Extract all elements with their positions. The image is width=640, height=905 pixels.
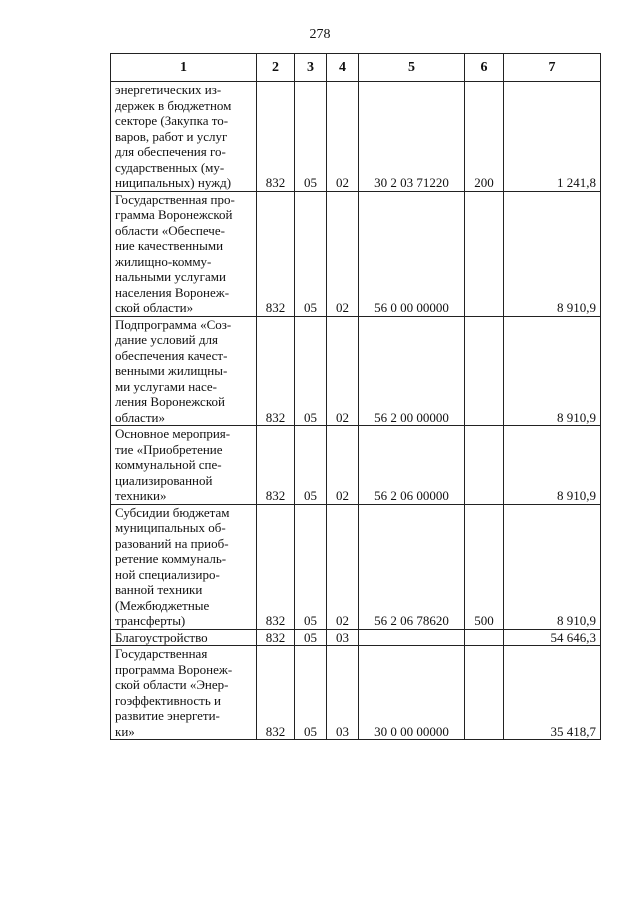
- row-name-line: жилищно-комму-: [115, 253, 212, 269]
- code-target-cell: 56 2 00 00000: [359, 316, 465, 426]
- row-name-line: муниципальных об-: [115, 520, 226, 535]
- code-target-cell: 30 0 00 00000: [359, 646, 465, 740]
- amount-cell: 8 910,9: [504, 504, 601, 629]
- row-name-line: ниципальных) нужд): [115, 175, 232, 190]
- code-admin-cell: 832: [257, 82, 295, 192]
- code-admin-cell: 832: [257, 426, 295, 505]
- row-name-line: циализированной: [115, 472, 213, 488]
- code-expense-type-cell: [465, 426, 504, 505]
- code-expense-type-cell: [465, 629, 504, 646]
- row-name-line: обеспечения качест-: [115, 347, 228, 363]
- row-name-line: нальными услугами: [115, 269, 226, 284]
- code-section-cell: 05: [295, 629, 327, 646]
- row-name-line: грамма Воронежской: [115, 207, 233, 222]
- code-target-cell: 56 0 00 00000: [359, 191, 465, 316]
- code-section-cell: 05: [295, 191, 327, 316]
- code-admin-cell: 832: [257, 316, 295, 426]
- table-row: [111, 82, 601, 192]
- code-target-cell: 56 2 06 78620: [359, 504, 465, 629]
- row-name-line: ванной техники: [115, 582, 203, 597]
- code-expense-type-cell: [465, 316, 504, 426]
- row-name-line: Благоустройство: [115, 629, 208, 645]
- code-subsection-cell: 02: [327, 504, 359, 629]
- table-row: [111, 629, 601, 646]
- code-admin-cell: 832: [257, 504, 295, 629]
- header-col-1: 1: [111, 54, 257, 82]
- row-name-line: Государственная: [115, 646, 208, 661]
- row-name-cell: [111, 504, 257, 629]
- row-name-line: (Межбюджетные: [115, 597, 210, 613]
- row-name-line: ки»: [115, 723, 135, 739]
- code-admin-cell: 832: [257, 629, 295, 646]
- row-name-line: ской области»: [115, 300, 194, 315]
- header-row: [111, 54, 601, 82]
- row-name-line: гоэффективность и: [115, 692, 221, 708]
- header-col-2: 2: [257, 54, 295, 82]
- table-row: [111, 426, 601, 505]
- row-name-line: варов, работ и услуг: [115, 128, 228, 144]
- row-name-line: сударственных (му-: [115, 159, 225, 175]
- amount-cell: 8 910,9: [504, 426, 601, 505]
- row-name-line: энергетических из-: [115, 82, 222, 97]
- row-name-line: держек в бюджетном: [115, 97, 232, 113]
- table-row: [111, 316, 601, 426]
- row-name-cell: [111, 426, 257, 505]
- code-expense-type-cell: [465, 646, 504, 740]
- code-section-cell: 05: [295, 82, 327, 192]
- code-expense-type-cell: 200: [465, 82, 504, 192]
- code-subsection-cell: 02: [327, 426, 359, 505]
- row-name-line: ми услугами насе-: [115, 378, 217, 394]
- row-name-line: разований на приоб-: [115, 535, 229, 551]
- amount-cell: 1 241,8: [504, 82, 601, 192]
- row-name-line: ления Воронежской: [115, 394, 225, 409]
- row-name-line: тие «Приобретение: [115, 441, 223, 457]
- header-col-3: 3: [295, 54, 327, 82]
- row-name-line: Государственная про-: [115, 191, 235, 207]
- table-row: [111, 504, 601, 629]
- amount-cell: 54 646,3: [504, 629, 601, 646]
- code-admin-cell: 832: [257, 646, 295, 740]
- code-expense-type-cell: 500: [465, 504, 504, 629]
- row-name-line: Основное мероприя-: [115, 426, 231, 441]
- code-section-cell: 05: [295, 504, 327, 629]
- amount-cell: 35 418,7: [504, 646, 601, 740]
- row-name-line: техники»: [115, 488, 167, 503]
- row-name-line: населения Воронеж-: [115, 284, 230, 300]
- code-section-cell: 05: [295, 316, 327, 426]
- row-name-line: секторе (Закупка то-: [115, 113, 229, 128]
- row-name-cell: [111, 82, 257, 192]
- amount-cell: 8 910,9: [504, 316, 601, 426]
- code-subsection-cell: 03: [327, 646, 359, 740]
- row-name-line: ной специализиро-: [115, 566, 220, 582]
- code-subsection-cell: 02: [327, 316, 359, 426]
- header-col-7: 7: [504, 54, 601, 82]
- code-target-cell: 30 2 03 71220: [359, 82, 465, 192]
- row-name-line: коммунальной спе-: [115, 457, 222, 472]
- row-name-line: ние качественными: [115, 238, 224, 253]
- row-name-line: венными жилищны-: [115, 363, 228, 378]
- header-col-4: 4: [327, 54, 359, 82]
- row-name-line: для обеспечения го-: [115, 144, 226, 159]
- row-name-line: области «Обеспече-: [115, 222, 225, 238]
- code-subsection-cell: 02: [327, 82, 359, 192]
- row-name-line: ской области «Энер-: [115, 677, 229, 692]
- code-subsection-cell: 02: [327, 191, 359, 316]
- row-name-cell: [111, 629, 257, 646]
- code-target-cell: 56 2 06 00000: [359, 426, 465, 505]
- row-name-line: Подпрограмма «Соз-: [115, 316, 232, 332]
- table-row: [111, 191, 601, 316]
- table-row: [111, 646, 601, 740]
- amount-cell: 8 910,9: [504, 191, 601, 316]
- code-target-cell: [359, 629, 465, 646]
- row-name-line: Субсидии бюджетам: [115, 504, 230, 520]
- code-expense-type-cell: [465, 191, 504, 316]
- header-col-5: 5: [359, 54, 465, 82]
- code-section-cell: 05: [295, 646, 327, 740]
- row-name-line: ретение коммуналь-: [115, 551, 227, 566]
- row-name-line: трансферты): [115, 613, 186, 628]
- row-name-line: программа Воронеж-: [115, 661, 233, 677]
- row-name-line: развитие энергети-: [115, 708, 220, 723]
- code-section-cell: 05: [295, 426, 327, 505]
- code-admin-cell: 832: [257, 191, 295, 316]
- table-body: [111, 82, 601, 740]
- row-name-line: области»: [115, 409, 165, 425]
- code-subsection-cell: 03: [327, 629, 359, 646]
- row-name-line: дание условий для: [115, 332, 218, 347]
- row-name-cell: [111, 316, 257, 426]
- budget-table: [110, 53, 601, 740]
- page-number: 278: [309, 27, 331, 42]
- row-name-cell: [111, 646, 257, 740]
- row-name-cell: [111, 191, 257, 316]
- header-col-6: 6: [465, 54, 504, 82]
